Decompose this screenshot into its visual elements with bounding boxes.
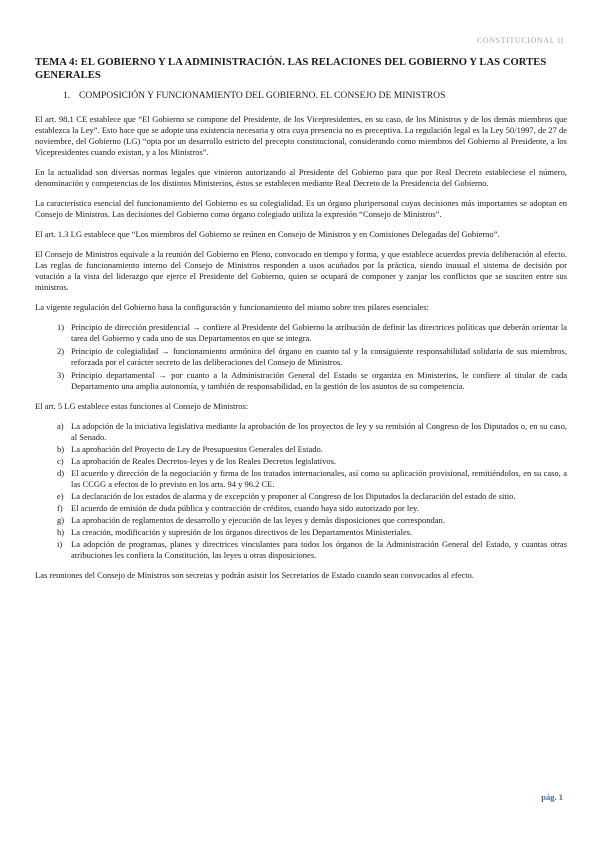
list-item-text: La aprobación de Reales Decretos-leyes y de los Reales Decretos legislativos. [71, 456, 337, 466]
list-marker: b) [57, 444, 65, 454]
list-item [35, 346, 567, 368]
list-item [35, 456, 567, 467]
document-body [35, 56, 567, 590]
paragraph: La vigente regulación del Gobierno basa la configuración y funcionamiento del mismo sobre tres pilares esenciales: [35, 302, 429, 312]
list-item-text: Principio de dirección presidencial → confiere al Presidente del Gobierno la atribución de definir las directrices políticas que deberán orientar la tarea del Gobierno y cada uno de sus Departamentos en que se integra. [71, 322, 567, 343]
list-marker: 2) [57, 346, 65, 356]
section-heading [63, 90, 567, 102]
list-marker: e) [57, 491, 64, 501]
list-marker: 3) [57, 370, 65, 380]
list-marker: a) [57, 421, 64, 431]
page-number: pág. 1 [541, 792, 563, 802]
list-item-text: La creación, modificación y supresión de los órganos directivos de los Departamentos Ministeriales. [71, 527, 413, 537]
list-item [35, 539, 567, 561]
chapter-title: TEMA 4: EL GOBIERNO Y LA ADMINISTRACIÓN. LAS RELACIONES DEL GOBIERNO Y LAS CORTES GENERALES [35, 57, 547, 81]
section-title: COMPOSICIÓN Y FUNCIONAMIENTO DEL GOBIERNO. EL CONSEJO DE MINISTROS [79, 90, 446, 101]
functions-list [35, 421, 567, 561]
paragraph: Las reuniones del Consejo de Ministros son secretas y podrán asistir los Secretarios de Estado cuando sean convocados al efecto. [35, 570, 475, 580]
list-item-text: La aprobación de reglamentos de desarrollo y ejecución de las leyes y demás disposiciones que correspondan. [71, 515, 445, 525]
paragraph: La característica esencial del funcionamiento del Gobierno es su colegialidad. Es un órgano pluripersonal cuyas decisiones más importantes se adoptan en Consejo de Ministros. Las decisiones del Gobierno como órgano colegiado utiliza la expresión “Consejo de Ministros”. [35, 198, 567, 219]
list-marker: d) [57, 468, 65, 478]
paragraph: El Consejo de Ministros equivale a la reunión del Gobierno en Pleno, convocado en tiempo y forma, y que establece acuerdos previa deliberación al efecto. Las reglas de funcionamiento interno del Consejo de Ministros responden a usos acuñados por la práctica, siendo inusual el sistema de decisión por votación a la vista del liderazgo que ejerce el Presidente del Gobierno, quien se ocupará de componer y zanjar los conflictos que se susciten entre sus ministros. [35, 249, 567, 292]
running-header: CONSTITUCIONAL II [476, 36, 564, 45]
list-item [35, 421, 567, 443]
list-item [35, 468, 567, 490]
paragraph: El art. 98.1 CE establece que “El Gobierno se compone del Presidente, de los Vicepresidentes, en su caso, de los Ministros y de los demás miembros que establezca la Ley”. Esto hace que se adopte una existencia necesaria y otra cuya presencia no es preceptiva. La regulación legal es la Ley 50/1997, de 27 de noviembre, del Gobierno (LG) “opta por un desarrollo estricto del precepto constitucional, considerando como miembros del Gobierno al Presidente, a los Vicepresidentes cuando existan, y a los Ministros”. [35, 114, 567, 157]
paragraph: En la actualidad son diversas normas legales que vinieron autorizando al Presidente del Gobierno para que por Real Decreto estableciese el número, denominación y competencias de los distintos Ministerios, éstos se establecen mediante Real Decreto de la Presidencia del Gobierno. [35, 167, 567, 188]
list-item-text: La declaración de los estados de alarma y de excepción y proponer al Congreso de los Diputados la declaración del estado de sitio. [71, 491, 516, 501]
list-item-text: La aprobación del Proyecto de Ley de Presupuestos Generales del Estado. [71, 444, 323, 454]
list-item-text: Principio departamental → por cuanto a la Administración General del Estado se organiza en Ministerios, le confiere al titular de cada Departamento una amplia autonomía, y también de responsabilidad, en la gestión de los asuntos de su competencia. [71, 370, 567, 391]
paragraph: El art. 1.3 LG establece que “Los miembros del Gobierno se reúnen en Consejo de Ministros y en Comisiones Delegadas del Gobierno”. [35, 229, 500, 239]
list-item [35, 503, 567, 514]
list-item-text: Principio de colegialidad → funcionamiento armónico del órgano en cuanto tal y la consiguiente responsabilidad solidaria de sus miembros, reforzada por el carácter secreto de las deliberaciones del Consejo de Ministros. [71, 346, 567, 367]
list-item [35, 322, 567, 344]
list-item [35, 370, 567, 392]
list-item-text: La adopción de programas, planes y directrices vinculantes para todos los órganos de la Administración General del Estado, y cuantas otras atribuciones les confiera la Constitución, las leyes u otras disposiciones. [71, 539, 567, 560]
list-item-text: El acuerdo de emisión de duda pública y contracción de créditos, cuando haya sido autorizado por ley. [71, 503, 419, 513]
principles-list [35, 322, 567, 392]
list-item [35, 491, 567, 502]
list-item [35, 444, 567, 455]
list-marker: c) [57, 456, 64, 466]
list-marker: f) [57, 503, 63, 513]
list-item [35, 527, 567, 538]
list-marker: g) [57, 515, 65, 525]
list-item-text: El acuerdo y dirección de la negociación y firma de los tratados internacionales, así como su aplicación provisional, remitiéndolos, en su caso, a las CCGG a efectos de lo previsto en los arts. 94 y 96.2 CE. [71, 468, 567, 489]
list-item-text: La adopción de la iniciativa legislativa mediante la aprobación de los proyectos de ley y su remisión al Congreso de los Diputados o, en su caso, al Senado. [71, 421, 567, 442]
list-marker: 1) [57, 322, 65, 332]
list-item [35, 515, 567, 526]
section-number: 1. [63, 90, 71, 101]
list-marker: h) [57, 527, 65, 537]
list-marker: i) [57, 539, 63, 549]
paragraph: El art. 5 LG establece estas funciones al Consejo de Ministros: [35, 401, 249, 411]
